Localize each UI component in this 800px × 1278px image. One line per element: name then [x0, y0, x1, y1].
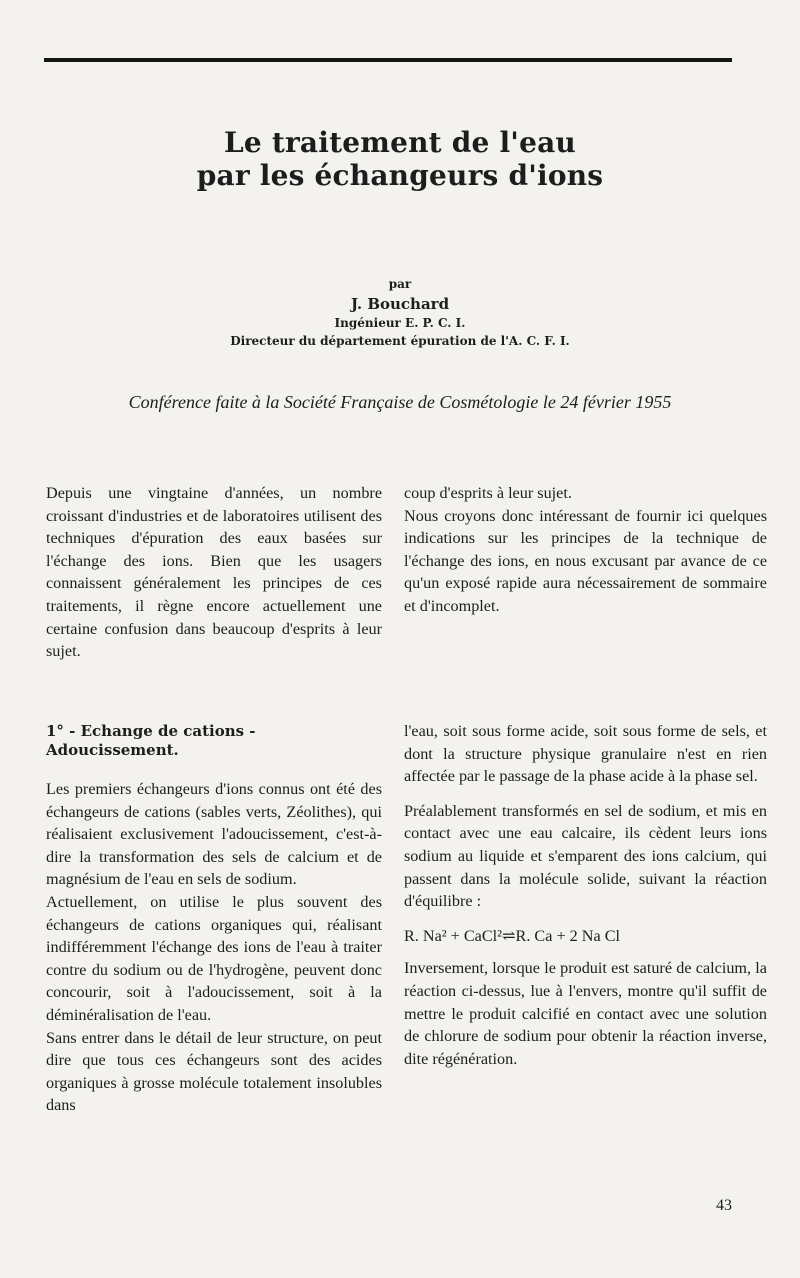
chemical-reaction: R. Na² + CaCl²⇌R. Ca + 2 Na Cl	[404, 926, 620, 945]
article-title	[0, 126, 800, 192]
title-line-2: par les échangeurs d'ions	[196, 159, 604, 192]
header-rule	[44, 58, 732, 62]
intro-continuation: coup d'esprits à leur sujet.	[404, 484, 572, 502]
intro-right-column	[404, 482, 767, 618]
byline-par: par	[388, 277, 412, 291]
author-role: Directeur du département épuration de l'A. C. F. I.	[230, 334, 570, 348]
section-left-column	[46, 778, 382, 1117]
section-paragraph-6: Inversement, lorsque le produit est saturé de calcium, la réaction ci-dessus, lue à l'envers, montre qu'il suffit de mettre le produit calcifié en contact avec une solution de chlorure de sodium pour obtenir la réaction inverse, dite régénération.	[404, 959, 767, 1068]
intro-paragraph: Depuis une vingtaine d'années, un nombre croissant d'industries et de laboratoires utilisent des techniques d'épuration des eaux basées sur l'échange des ions. Bien que les usagers connaissent généralement les principes de ces traitements, il règne encore actuellement une certaine confusion dans beaucoup d'esprits à leur sujet.	[46, 484, 382, 661]
title-line-1: Le traitement de l'eau	[223, 126, 576, 159]
intro-left-column	[46, 482, 382, 662]
author-name: J. Bouchard	[350, 295, 450, 313]
section-right-column	[404, 720, 767, 1070]
section-paragraph-4: l'eau, soit sous forme acide, soit sous forme de sels, et dont la structure physique granulaire n'est en rien affectée par le passage de la phase acide à la phase sel.	[404, 722, 767, 786]
section-paragraph-1: Les premiers échangeurs d'ions connus ont été des échangeurs de cations (sables verts, Zéolithes), qui réalisaient exclusivement l'adoucissement, c'est-à-dire la transformation des sels de calcium et de magnésium de l'eau en sels de sodium.	[46, 780, 382, 889]
section-paragraph-3: Sans entrer dans le détail de leur structure, on peut dire que tous ces échangeurs sont des acides organiques à grosse molécule totalement insolubles dans	[46, 1028, 382, 1115]
section-heading: 1° - Echange de cations - Adoucissement.	[46, 722, 256, 759]
section-paragraph-2: Actuellement, on utilise le plus souvent des échangeurs de cations organiques qui, réalisant indifféremment l'échange des ions de l'eau à traiter contre du sodium ou de l'hydrogène, peuvent donc concourir, soit à l'adoucissement, soit à la déminéralisation de l'eau.	[46, 892, 382, 1024]
conference-note: Conférence faite à la Société Française de Cosmétologie le 24 février 1955	[128, 392, 672, 412]
byline	[0, 276, 800, 350]
page-number: 43	[716, 1197, 732, 1214]
author-title: Ingénieur E. P. C. I.	[334, 316, 466, 330]
intro-paragraph-2: Nous croyons donc intéressant de fournir ici quelques indications sur les principes de la technique de l'échange des ions, en nous excusant par avance de ce qu'un exposé rapide aura nécessairement de sommaire et d'incomplet.	[404, 506, 767, 615]
section-paragraph-5: Préalablement transformés en sel de sodium, et mis en contact avec une eau calcaire, ils cèdent leurs ions sodium au liquide et s'emparent des ions calcium, qui passent dans la molécule solide, suivant la réaction d'équilibre :	[404, 801, 767, 911]
